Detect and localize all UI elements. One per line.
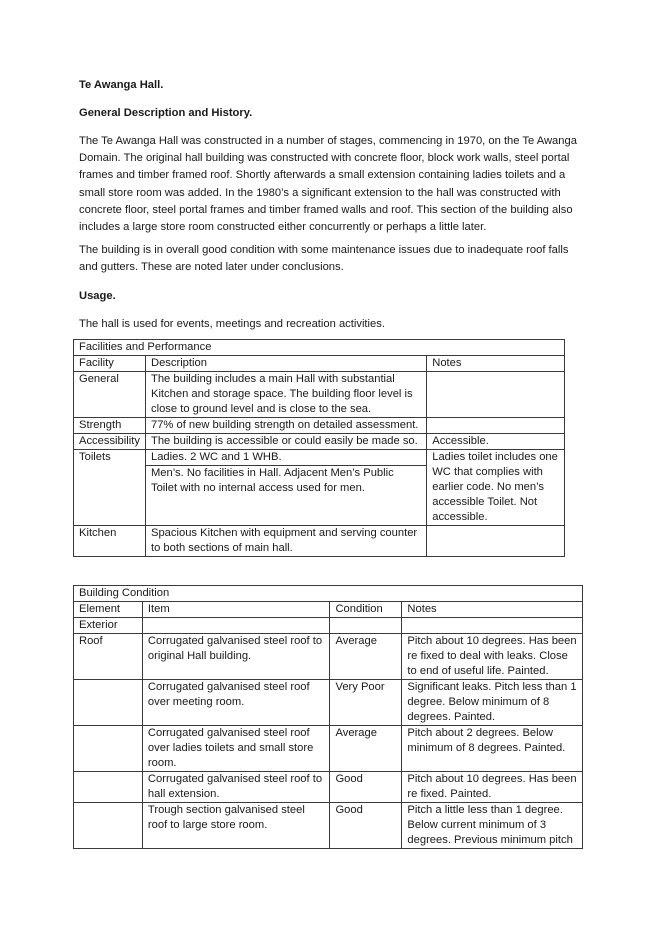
table-row [74,633,583,679]
element-cell [74,802,143,848]
element-cell [74,771,143,802]
facilities-table [73,339,565,557]
notes-cell [427,417,565,433]
description-cell: Men’s. No facilities in Hall. Adjacent Men’s Public Toilet with no internal access used for men. [145,465,426,525]
table-row [74,725,583,771]
item-cell: Trough section galvanised steel roof to large store room. [142,802,330,848]
condition-cell: Average [330,633,402,679]
item-cell: Corrugated galvanised steel roof over ladies toilets and small store room. [142,725,330,771]
table-row [74,679,583,725]
condition-cell: Good [330,802,402,848]
table-row [74,802,583,848]
condition-cell: Average [330,725,402,771]
description-cell: Ladies. 2 WC and 1 WHB. [145,449,426,465]
column-header: Element [74,601,143,617]
table-row [74,525,565,556]
condition-table [73,585,583,849]
description-cell: 77% of new building strength on detailed assessment. [145,417,426,433]
facility-cell: General [74,371,146,417]
general-heading: General Description and History. [79,107,253,119]
table-row [74,433,565,449]
description-cell: The building is accessible or could easily be made so. [145,433,426,449]
column-header: Condition [330,601,402,617]
notes-cell: Significant leaks. Pitch less than 1 degree. Below minimum of 8 degrees. Painted. [402,679,583,725]
notes-cell [427,371,565,417]
table-caption-row [74,585,583,601]
section-label: Exterior [74,617,143,633]
column-header: Description [145,355,426,371]
condition-caption: Building Condition [74,585,583,601]
notes-cell: Pitch about 2 degrees. Below minimum of 8 degrees. Painted. [402,725,583,771]
notes-cell [427,525,565,556]
description-cell: The building includes a main Hall with substantial Kitchen and storage space. The building floor level is close to ground level and is close to the sea. [145,371,426,417]
notes-cell: Pitch a little less than 1 degree. Below current minimum of 3 degrees. Previous minimum pitch [402,802,583,848]
table-header-row [74,601,583,617]
empty-cell [330,617,402,633]
table-header-row [74,355,565,371]
table-row [74,771,583,802]
element-cell [74,725,143,771]
item-cell: Corrugated galvanised steel roof to original Hall building. [142,633,330,679]
column-header: Facility [74,355,146,371]
element-cell [74,679,143,725]
notes-cell: Ladies toilet includes one WC that complies with earlier code. No men’s accessible Toilet. Not accessible. [427,449,565,525]
usage-heading: Usage. [79,289,116,302]
condition-cell: Very Poor [330,679,402,725]
table-row [74,449,565,465]
condition-cell: Good [330,771,402,802]
facility-cell: Kitchen [74,525,146,556]
table-row [74,371,565,417]
facility-cell [74,465,146,525]
facility-cell: Toilets [74,449,146,465]
section-row [74,617,583,633]
usage-text: The hall is used for events, meetings and recreation activities. [79,317,385,330]
facility-cell: Strength [74,417,146,433]
general-paragraph-1: The Te Awanga Hall was constructed in a number of stages, commencing in 1970, on the Te Awanga Domain. The original hall building was constructed with concrete floor, block work walls, steel portal frames and timber framed roof. Shortly afterwards a small extension containing ladies toilets and a small store room was added. In the 1980’s a significant extension to the hall was constructed with concrete floor, steel portal frames and timber framed walls and roof. This section of the building also includes a large store room constructed either concurrently or perhaps a little later. [79,135,577,234]
empty-cell [142,617,330,633]
general-paragraph-2: The building is in overall good condition with some maintenance issues due to inadequate roof falls and gutters. These are noted later under conclusions. [79,244,569,274]
document-body [79,78,579,849]
column-header: Item [142,601,330,617]
item-cell: Corrugated galvanised steel roof to hall extension. [142,771,330,802]
column-header: Notes [427,355,565,371]
facilities-caption: Facilities and Performance [74,339,565,355]
notes-cell: Pitch about 10 degrees. Has been re fixed. Painted. [402,771,583,802]
facility-cell: Accessibility [74,433,146,449]
table-caption-row [74,339,565,355]
column-header: Notes [402,601,583,617]
notes-cell: Pitch about 10 degrees. Has been re fixed to deal with leaks. Close to end of useful life. Painted. [402,633,583,679]
description-cell: Spacious Kitchen with equipment and serving counter to both sections of main hall. [145,525,426,556]
table-row [74,417,565,433]
item-cell: Corrugated galvanised steel roof over meeting room. [142,679,330,725]
element-cell: Roof [74,633,143,679]
notes-cell: Accessible. [427,433,565,449]
document-title: Te Awanga Hall. [79,79,164,91]
empty-cell [402,617,583,633]
